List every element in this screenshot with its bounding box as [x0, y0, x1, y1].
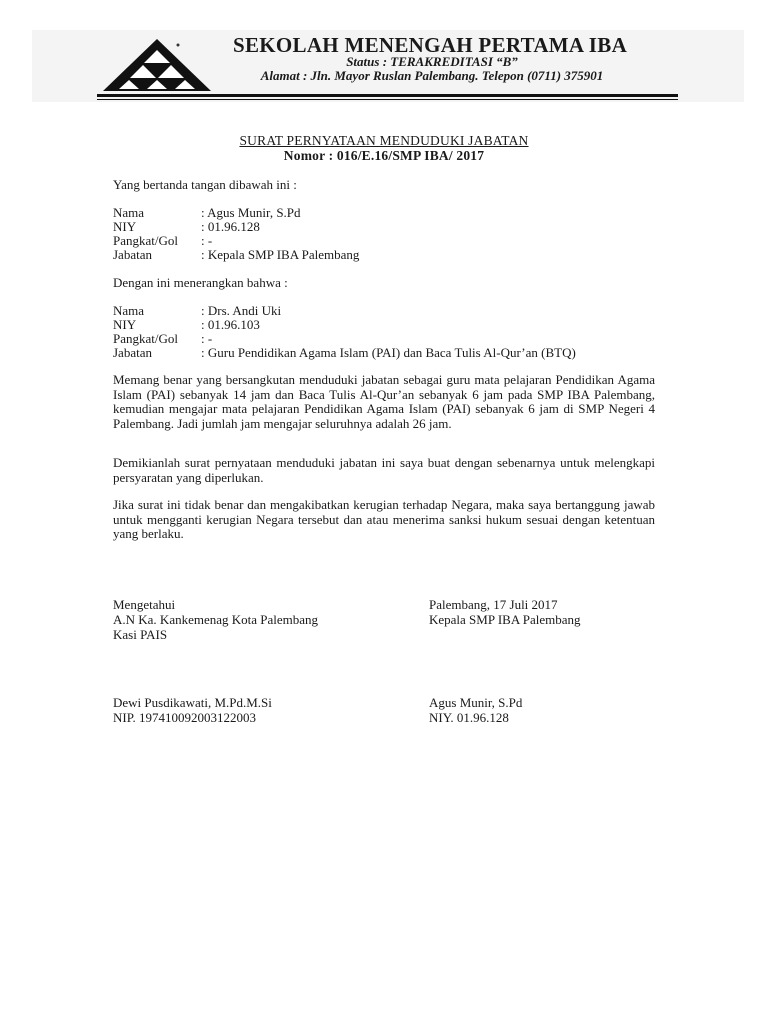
letterhead-divider	[97, 94, 678, 97]
field-label: Nama	[113, 205, 145, 220]
signature-right-name-block	[429, 695, 522, 725]
sig-line: Mengetahui	[113, 597, 176, 612]
field-label: Jabatan	[113, 247, 152, 262]
field-label: NIY	[113, 317, 137, 332]
school-address: Alamat : Jln. Mayor Ruslan Palembang. Telepon (0711) 375901	[260, 68, 604, 83]
signature-left-name-block	[113, 695, 272, 725]
sig-line: Kasi PAIS	[113, 627, 168, 642]
declaration-text: Dengan ini menerangkan bahwa :	[113, 275, 288, 290]
document-title: SURAT PERNYATAAN MENDUDUKI JABATAN	[239, 133, 529, 148]
accreditation-status: Status : TERAKREDITASI “B”	[346, 54, 518, 69]
signature-left-header	[113, 597, 318, 642]
field-label: Jabatan	[113, 345, 152, 360]
body-paragraph-1: Memang benar yang bersangkutan menduduki jabatan sebagai guru mata pelajaran Pendidikan Agama Islam (PAI) sebanyak 14 jam dan Baca Tulis Al-Qur’an sebanyak 6 jam pada SMP IBA Palembang, kemudian mengajar mata pelajaran Pendidikan Agama Islam (PAI) sebanyak 6 jam di SMP Negeri 4 Palembang. Jadi jumlah jam mengajar seluruhnya adalah 26 jam.	[113, 372, 655, 431]
school-name: SEKOLAH MENENGAH PERTAMA IBA	[232, 33, 628, 57]
field-value: : -	[201, 233, 213, 248]
letterhead-divider-thin	[97, 99, 678, 100]
field-label: Nama	[113, 303, 145, 318]
field-value: : -	[201, 331, 213, 346]
sig-line: Kepala SMP IBA Palembang	[429, 612, 581, 627]
field-label: Pangkat/Gol	[113, 331, 178, 346]
sig-line: A.N Ka. Kankemenag Kota Palembang	[113, 612, 319, 627]
field-label: Pangkat/Gol	[113, 233, 178, 248]
field-value: : Guru Pendidikan Agama Islam (PAI) dan Baca Tulis Al-Qur’an (BTQ)	[201, 345, 576, 360]
sig-line: Palembang, 17 Juli 2017	[429, 597, 558, 612]
field-value: : Kepala SMP IBA Palembang	[201, 247, 360, 262]
signer-name: Dewi Pusdikawati, M.Pd.M.Si	[113, 695, 272, 710]
body-paragraph-2: Demikianlah surat pernyataan menduduki jabatan ini saya buat dengan sebenarnya untuk melengkapi persyaratan yang diperlukan.	[113, 455, 655, 485]
triangle-emblem-icon	[98, 36, 216, 94]
signer-id: NIP. 197410092003122003	[113, 710, 257, 725]
signer-name: Agus Munir, S.Pd	[429, 695, 523, 710]
field-label: NIY	[113, 219, 137, 234]
field-value: : Drs. Andi Uki	[201, 303, 282, 318]
intro-text: Yang bertanda tangan dibawah ini :	[113, 177, 297, 192]
document-number: Nomor : 016/E.16/SMP IBA/ 2017	[283, 148, 485, 163]
letterhead	[32, 30, 744, 102]
field-value: : 01.96.128	[201, 219, 260, 234]
signature-right-header	[429, 597, 581, 627]
signer-id: NIY. 01.96.128	[429, 710, 509, 725]
field-value: : 01.96.103	[201, 317, 260, 332]
body-paragraph-3: Jika surat ini tidak benar dan mengakibatkan kerugian terhadap Negara, maka saya bertanggung jawab untuk mengganti kerugian Negara tersebut dan atau menerima sanksi hukum sesuai dengan ketentuan yang berlaku.	[113, 497, 655, 541]
field-value: : Agus Munir, S.Pd	[201, 205, 301, 220]
